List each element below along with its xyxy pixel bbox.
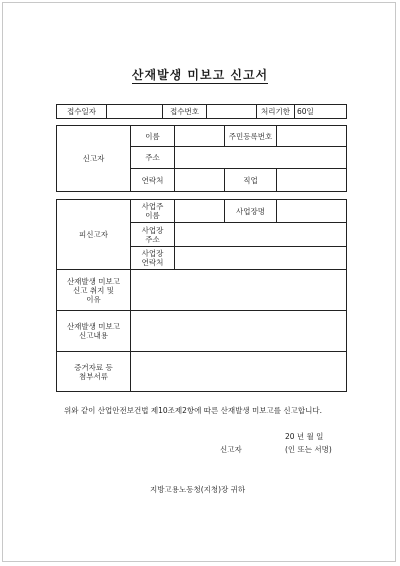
reporter-phone-field[interactable]: [175, 169, 225, 192]
reporter-address-field[interactable]: [175, 147, 347, 169]
report-content-label: [57, 311, 131, 352]
reporter-section-label: 신고자: [57, 126, 131, 192]
reporter-id-label: 주민등록번호: [225, 126, 277, 147]
signer-label: 신고자: [220, 445, 242, 454]
workplace-name-field[interactable]: [277, 200, 347, 223]
report-reason-label: [57, 270, 131, 311]
reporter-phone-label: 연락처: [131, 169, 175, 192]
workplace-phone-line2: 연락처: [141, 258, 164, 267]
reporter-job-field[interactable]: [277, 169, 347, 192]
addressee: 지방고용노동청(지청)장 귀하: [150, 485, 246, 494]
receipt-date-label: 접수일자: [57, 105, 107, 119]
reported-table: [56, 199, 347, 392]
reporter-name-field[interactable]: [175, 126, 225, 147]
workplace-name-label: 사업장명: [225, 200, 277, 223]
workplace-address-field[interactable]: [175, 223, 347, 247]
processing-period-value: 60일: [295, 105, 347, 119]
evidence-field[interactable]: [131, 352, 347, 392]
report-reason-line2: 신고 취지 및: [73, 285, 114, 295]
workplace-address-line1: 사업장: [141, 225, 164, 235]
evidence-line2: 첨부서류: [79, 371, 108, 381]
reporter-table: [56, 125, 347, 192]
reporter-id-field[interactable]: [277, 126, 347, 147]
processing-period-label: 처리기한: [257, 105, 295, 119]
reported-section-label: 피신고자: [57, 200, 131, 270]
receipt-number-label: 접수번호: [163, 105, 207, 119]
owner-label-line2: 이름: [145, 211, 160, 220]
page-title: [0, 66, 400, 83]
report-content-line1: 산재발생 미보고: [66, 322, 121, 331]
report-reason-line3: 이유: [86, 294, 101, 304]
receipt-table: [56, 104, 347, 119]
reporter-name-label: 이름: [131, 126, 175, 147]
report-reason-line1: 산재발생 미보고: [66, 276, 121, 286]
owner-name-label: [131, 200, 175, 223]
sign-note: (인 또는 서명): [285, 445, 332, 454]
workplace-phone-line1: 사업장: [141, 249, 164, 258]
report-content-field[interactable]: [131, 311, 347, 352]
workplace-phone-label: [131, 247, 175, 270]
workplace-address-label: [131, 223, 175, 247]
date-line: 20 년 월 일: [285, 432, 324, 441]
evidence-label: [57, 352, 131, 392]
title-text: 산재발생 미보고 신고서: [131, 68, 269, 82]
evidence-line1: 증거자료 등: [74, 362, 113, 372]
reporter-address-label: 주소: [131, 147, 175, 169]
receipt-number-field[interactable]: [207, 105, 257, 119]
owner-name-field[interactable]: [175, 200, 225, 223]
owner-label-line1: 사업주: [141, 202, 164, 211]
report-reason-field[interactable]: [131, 270, 347, 311]
workplace-phone-field[interactable]: [175, 247, 347, 270]
declaration-text: 위와 같이 산업안전보건법 제10조제2항에 따른 산재발생 미보고를 신고합니다.: [64, 406, 322, 415]
report-content-line2: 신고내용: [79, 331, 108, 340]
workplace-address-line2: 주소: [145, 234, 160, 244]
receipt-date-field[interactable]: [107, 105, 163, 119]
reporter-job-label: 직업: [225, 169, 277, 192]
